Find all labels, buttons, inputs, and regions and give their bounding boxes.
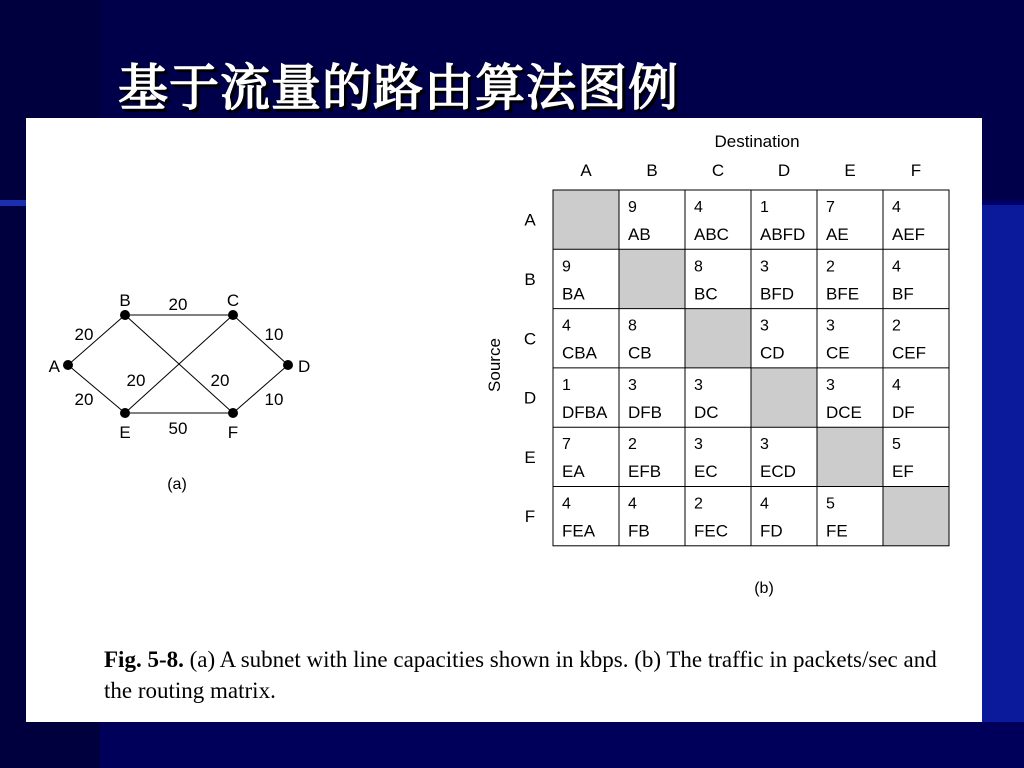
background-bottom-strip — [100, 722, 1024, 768]
matrix-cell-traffic: 4 — [562, 495, 571, 513]
matrix-cell-route: DC — [694, 402, 719, 422]
matrix-cell-route: BC — [694, 284, 718, 304]
matrix-cell-traffic: 9 — [562, 258, 571, 276]
matrix-cell-traffic: 2 — [826, 258, 835, 276]
matrix-cell-route: ECD — [760, 462, 796, 482]
matrix-cell-route: EF — [892, 462, 914, 482]
matrix-cell-route: EC — [694, 462, 718, 482]
node-b — [120, 310, 130, 320]
matrix-column-header: Destination — [714, 132, 800, 151]
matrix-diagonal-cell — [817, 427, 883, 486]
matrix-diagonal-cell — [553, 190, 619, 249]
slide-title: 基于流量的路由算法图例 — [118, 59, 679, 117]
node-label-c: C — [226, 291, 240, 310]
edge-capacity-label: 20 — [74, 325, 94, 344]
matrix-cell-traffic: 2 — [892, 317, 901, 335]
matrix-cell-route: FEC — [694, 521, 728, 541]
edge-capacity-label: 20 — [74, 390, 94, 409]
matrix-cell-route: FEA — [562, 521, 596, 541]
matrix-cell-route: AE — [826, 225, 849, 244]
edge-capacity-label: 10 — [264, 390, 284, 409]
matrix-cell-traffic: 3 — [826, 317, 835, 335]
matrix-row-label: E — [524, 447, 536, 467]
matrix-diagonal-cell — [883, 487, 949, 546]
matrix-cell-traffic: 4 — [562, 317, 571, 335]
caption-text: (a) A subnet with line capacities shown in kbps. (b) The traffic in packets/sec and the routing matrix. — [104, 647, 937, 703]
matrix-cell-traffic: 2 — [628, 436, 637, 454]
matrix-cell-route: ABFD — [760, 225, 806, 244]
matrix-cell-route: AEF — [892, 225, 926, 244]
matrix-cell-traffic: 3 — [628, 376, 637, 394]
matrix-cell-route: DFBA — [562, 402, 608, 422]
edge-capacity-label: 20 — [210, 371, 230, 390]
node-f — [228, 408, 238, 418]
matrix-cell-traffic: 4 — [694, 199, 703, 216]
matrix-cell-traffic: 3 — [760, 436, 769, 454]
panel-label-b: (b) — [754, 580, 774, 597]
matrix-cell-route: BF — [892, 284, 914, 304]
node-label-a: A — [48, 357, 60, 376]
figure-caption — [104, 644, 944, 706]
matrix-cell-route: ABC — [694, 225, 729, 244]
matrix-cell-route: DF — [892, 402, 915, 422]
matrix-column-label: B — [646, 161, 658, 180]
matrix-cell-traffic: 1 — [760, 199, 769, 216]
node-c — [228, 310, 238, 320]
matrix-cell-traffic: 3 — [694, 376, 703, 394]
matrix-cell-route: CE — [826, 343, 850, 363]
matrix-cell-route: CD — [760, 343, 785, 363]
matrix-cell-traffic: 4 — [892, 376, 901, 394]
matrix-row-label: D — [523, 388, 537, 408]
node-e — [120, 408, 130, 418]
panel-label-a: (a) — [167, 476, 187, 493]
matrix-column-label: A — [580, 161, 592, 180]
matrix-cell-traffic: 2 — [694, 495, 703, 513]
matrix-diagonal-cell — [751, 368, 817, 427]
matrix-column-label: C — [711, 161, 725, 180]
matrix-column-label: E — [844, 161, 856, 180]
matrix-cell-route: CEF — [892, 343, 926, 363]
node-d — [283, 360, 293, 370]
matrix-cell-route: FE — [826, 521, 848, 541]
figure-drawing — [26, 118, 982, 722]
edge-capacity-label: 20 — [126, 371, 146, 390]
node-label-f: F — [227, 423, 239, 442]
background-right-strip — [980, 205, 1024, 768]
matrix-cell-route: DFB — [628, 402, 662, 422]
matrix-cell-traffic: 3 — [694, 436, 703, 454]
caption-lead: Fig. 5-8. — [104, 647, 184, 672]
matrix-cell-route: FD — [760, 521, 783, 541]
matrix-cell-traffic: 9 — [628, 199, 637, 216]
node-label-d: D — [298, 357, 311, 376]
node-label-e: E — [119, 423, 131, 442]
matrix-diagonal-cell — [685, 309, 751, 368]
matrix-cell-traffic: 5 — [892, 436, 901, 454]
matrix-column-label: D — [777, 161, 791, 180]
matrix-cell-traffic: 8 — [694, 258, 703, 276]
edge-capacity-label: 50 — [168, 419, 188, 438]
matrix-cell-route: FB — [628, 521, 650, 541]
matrix-cell-route: BFE — [826, 284, 860, 304]
matrix-cell-traffic: 5 — [826, 495, 835, 513]
matrix-cell-route: EFB — [628, 462, 662, 482]
matrix-cell-traffic: 4 — [760, 495, 769, 513]
matrix-cell-traffic: 4 — [628, 495, 637, 513]
matrix-row-header: Source — [485, 338, 504, 392]
matrix-cell-traffic: 3 — [760, 258, 769, 276]
edge-capacity-label: 20 — [168, 295, 188, 314]
node-a — [63, 360, 73, 370]
figure-panel — [26, 118, 982, 722]
node-label-b: B — [119, 291, 131, 310]
matrix-cell-traffic: 4 — [892, 258, 901, 276]
matrix-cell-traffic: 3 — [760, 317, 769, 335]
matrix-cell-route: EA — [562, 462, 585, 482]
matrix-cell-traffic: 8 — [628, 317, 637, 335]
matrix-cell-route: DCE — [826, 402, 862, 422]
matrix-cell-route: AB — [628, 225, 651, 244]
matrix-cell-route: CBA — [562, 343, 597, 363]
matrix-row-label: C — [523, 329, 537, 349]
matrix-row-label: B — [524, 269, 536, 289]
matrix-column-label: F — [910, 161, 922, 180]
edge-capacity-label: 10 — [264, 325, 284, 344]
matrix-cell-traffic: 3 — [826, 376, 835, 394]
matrix-cell-traffic: 1 — [562, 376, 571, 394]
matrix-cell-traffic: 7 — [826, 199, 835, 216]
matrix-cell-traffic: 7 — [562, 436, 571, 454]
matrix-diagonal-cell — [619, 249, 685, 308]
matrix-cell-route: CB — [628, 343, 652, 363]
matrix-row-label: F — [524, 507, 536, 527]
matrix-cell-traffic: 4 — [892, 199, 901, 216]
matrix-row-label: A — [524, 210, 536, 230]
matrix-cell-route: BA — [562, 284, 585, 304]
matrix-cell-route: BFD — [760, 284, 794, 304]
